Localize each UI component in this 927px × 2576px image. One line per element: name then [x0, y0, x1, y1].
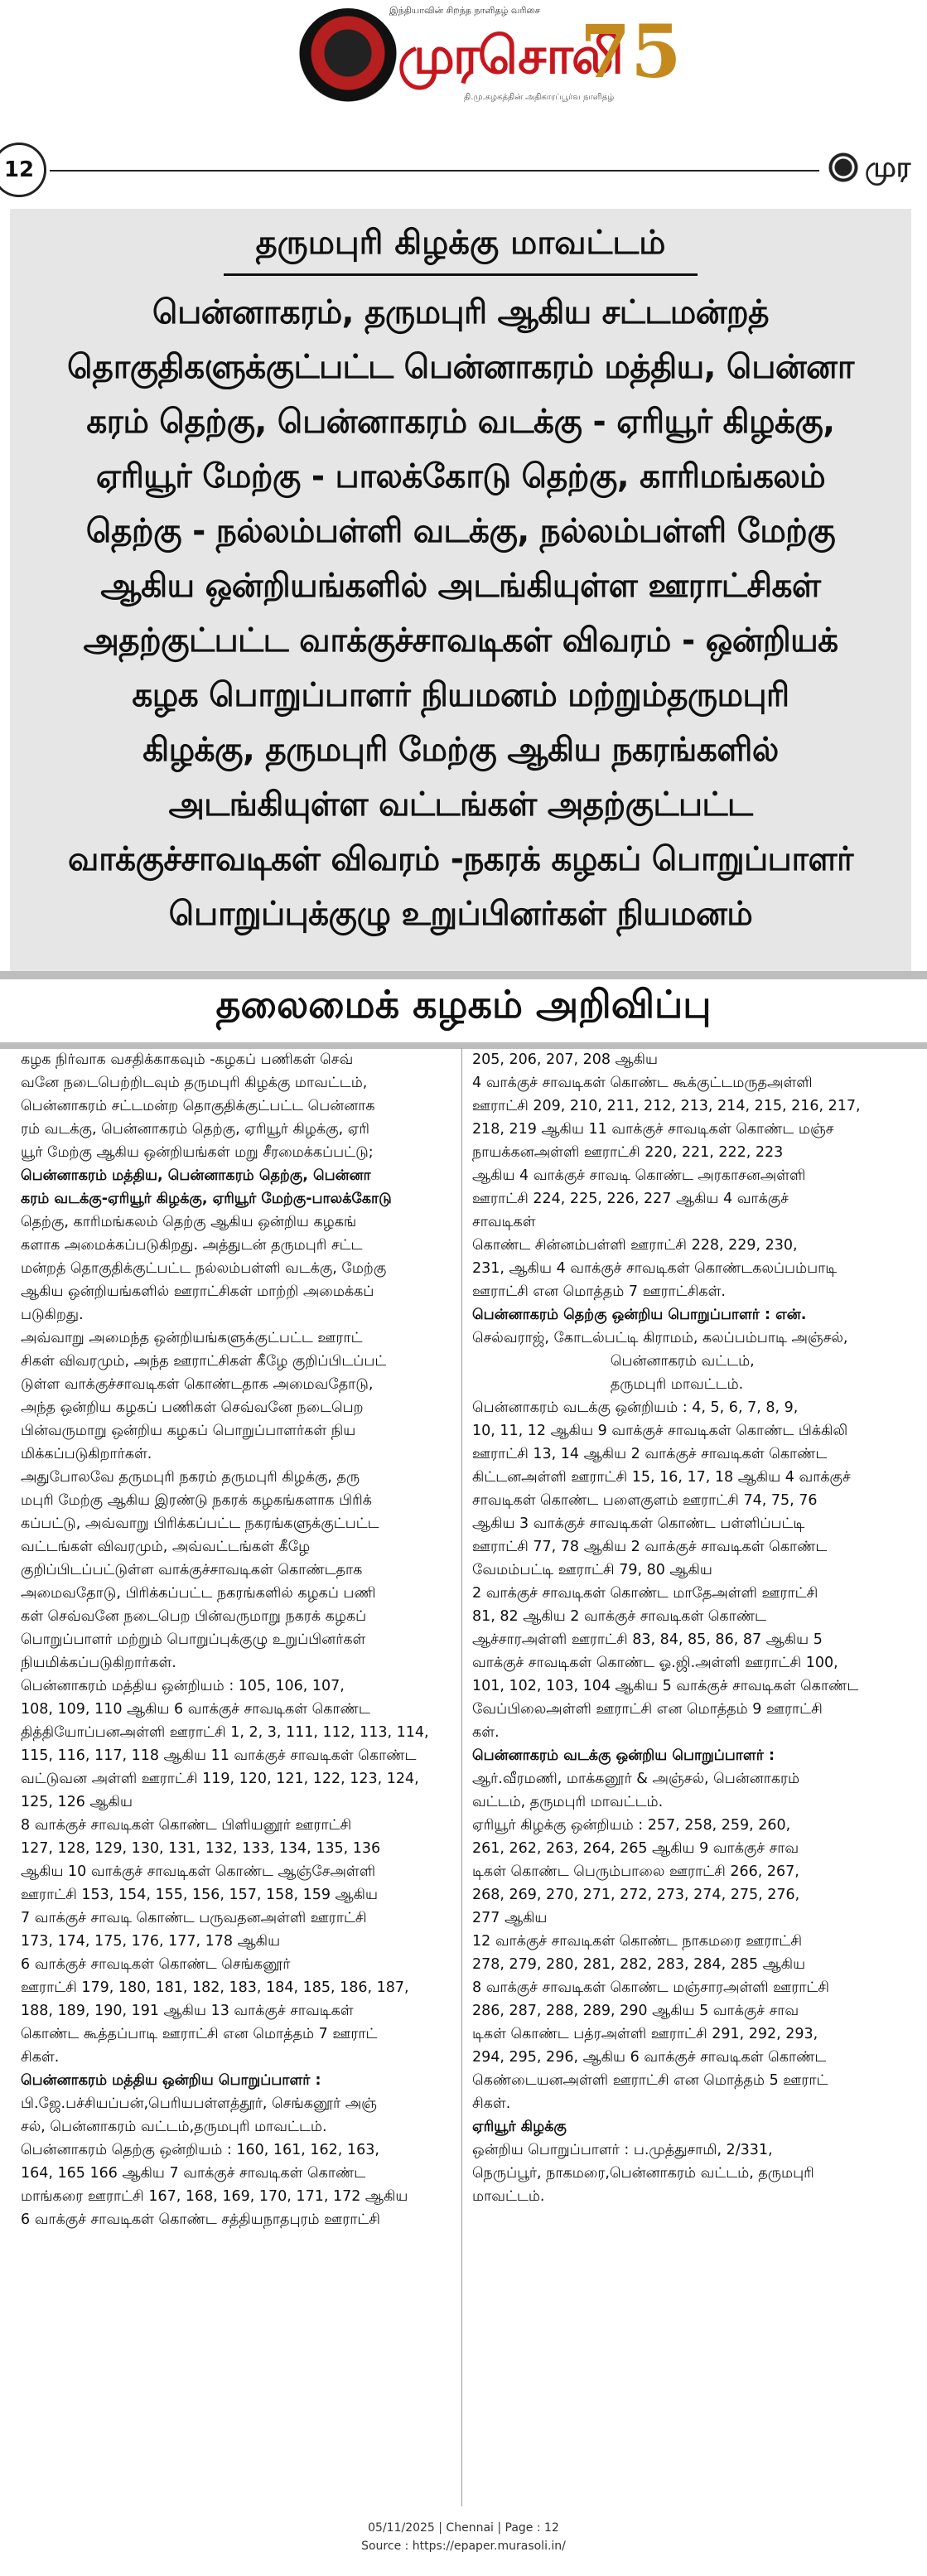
body-text-line: 101, 102, 103, 104 ஆகிய 5 வாக்குச் சாவடிகள் கொண்ட [472, 1678, 859, 1694]
body-text-line: ரம் வடக்கு, பென்னாகரம் தெற்கு, ஏரியூர் கிழக்கு, ஏரி [21, 1121, 369, 1138]
pagebar-paper-name: முர [865, 151, 911, 184]
body-text-line: 2 வாக்குச் சாவடிகள் கொண்ட மாதேஅள்ளி ஊராட்சி [472, 1585, 818, 1602]
body-text-line: 115, 116, 117, 118 ஆகிய 11 வாக்குச் சாவடிகள் கொண்ட [21, 1747, 417, 1764]
party-emblem-logo [298, 8, 398, 108]
headline-line: அடங்கியுள்ள வட்டங்கள் அதற்குட்பட்ட [168, 785, 753, 824]
masthead [0, 0, 927, 124]
body-column-right [472, 1048, 907, 2208]
body-text-line: 173, 174, 175, 176, 177, 178 ஆகிய [21, 1933, 281, 1950]
body-text-line: 4 வாக்குச் சாவடிகள் கொண்ட கூக்குட்டமருதஅள்ளி [472, 1075, 813, 1091]
body-text-line: மன்றத் தொகுதிக்குட்பட்ட நல்லம்பள்ளி வடக்கு, மேற்கு [21, 1260, 387, 1277]
newspaper-name: முரசொலி [398, 25, 622, 85]
body-text-line: கரம் வடக்கு-ஏரியூர் கிழக்கு, ஏரியூர் மேற்கு-பாலக்கோடு [21, 1191, 392, 1207]
body-text-line: வனே நடைபெற்றிடவும் தருமபுரி கிழக்கு மாவட்டம், [21, 1075, 368, 1091]
body-text-line: சிகள். [472, 2095, 511, 2112]
headline-line: வாக்குச்சாவடிகள் விவரம் -நகரக் கழகப் பொறுப்பாளர் [67, 840, 853, 878]
body-text-line: கப்பட்டு, அவ்வாறு பிரிக்கப்பட்ட நகரங்களுக்குட்பட்ட [21, 1515, 379, 1532]
body-text-line: பின்வருமாறு ஒன்றிய கழகப் பொறுப்பாளர்கள் நிய [21, 1423, 356, 1439]
body-text-line: அதுபோலவே தருமபுரி நகரம் தருமபுரி கிழக்கு, தரு [21, 1469, 360, 1486]
body-text-line: கெண்டையனஅள்ளி ஊராட்சி என மொத்தம் 5 ஊராட் [472, 2072, 828, 2089]
body-text-line: ஊராட்சி என மொத்தம் 7 ஊராட்சிகள். [472, 1283, 726, 1300]
footer-date-page: 05/11/2025 | Chennai | Page : 12 [368, 2521, 559, 2535]
body-text-line: கள். [472, 1724, 500, 1741]
body-text-line: 125, 126 ஆகிய [21, 1794, 133, 1810]
column-divider [461, 1048, 462, 2506]
page-footer [0, 2519, 927, 2555]
body-text-line: அமைவதோடு, பிரிக்கப்பட்ட நகரங்களில் கழகப் பணி [21, 1585, 376, 1602]
page-header-bar [0, 147, 927, 194]
masthead-subline: தி.மு.கழகத்தின் அதிகாரப்பூர்வ நாளிதழ் [464, 93, 615, 102]
headline-line: ஏரியூர் மேற்கு - பாலக்கோடு தெற்கு, காரிமங்கலம் [95, 457, 826, 495]
body-text-line: பென்னாகரம் மத்திய ஒன்றியம் : 105, 106, 107, [21, 1678, 345, 1694]
headline-line: கழக பொறுப்பாளர் நியமனம் மற்றும்தருமபுரி [132, 676, 789, 714]
body-column-left [21, 1048, 468, 2231]
body-text-line: 218, 219 ஆகிய 11 வாக்குச் சாவடிகள் கொண்ட மஞ்ச [472, 1121, 834, 1138]
body-text-line: நெருப்பூர், நாகமரை,பென்னாகரம் வட்டம், தருமபுரி [472, 2165, 814, 2182]
body-text-line: ஊராட்சி 77, 78 ஆகிய 2 வாக்குச் சாவடிகள் கொண்ட [472, 1539, 828, 1555]
body-text-line: வட்டங்கள் விவரமும், அவ்வட்டங்கள் கீழே [21, 1539, 311, 1555]
body-text-line: 6 வாக்குச் சாவடிகள் கொண்ட சத்தியநாதபுரம் ஊராட்சி [21, 2211, 381, 2228]
footer-source: Source : https://epaper.murasoli.in/ [361, 2540, 566, 2553]
body-text-line: 12 வாக்குச் சாவடிகள் கொண்ட நாகமரை ஊராட்சி [472, 1933, 803, 1950]
body-text-line: தித்தியோப்பனஅள்ளி ஊராட்சி 1, 2, 3, 111, 112, 113, 114, [21, 1724, 429, 1741]
body-text-line: 188, 189, 190, 191 ஆகிய 13 வாக்குச் சாவடிகள் [21, 2003, 354, 2019]
body-text-line: ஆகிய ஒன்றியங்களில் ஊராட்சிகள் மாற்றி அமைக்கப் [21, 1283, 374, 1300]
body-text-line: சாவடிகள் கொண்ட பளைகுளம் ஊராட்சி 74, 75, 76 [472, 1492, 818, 1509]
body-text-line: மிக்கப்படுகிறார்கள். [21, 1446, 152, 1462]
body-text-line: பென்னாகரம் வடக்கு ஒன்றியம் : 4, 5, 6, 7, 8, 9, [472, 1399, 799, 1416]
body-text-line: சாவடிகள் [472, 1214, 536, 1230]
headline-line: தெற்கு - நல்லம்பள்ளி வடக்கு, நல்லம்பள்ளி மேற்கு [85, 512, 836, 550]
body-text-line: அந்த ஒன்றிய கழகப் பணிகள் செவ்வனே நடைபெற [21, 1399, 364, 1416]
headline-line: தொகுதிகளுக்குட்பட்ட பென்னாகரம் மத்திய, பென்னா [67, 348, 854, 386]
body-text-line: வேப்பிலைஅள்ளி ஊராட்சி என மொத்தம் 9 ஊராட்சி [472, 1701, 823, 1718]
body-text-line: கிட்டனஅள்ளி ஊராட்சி 15, 16, 17, 18 ஆகிய 4 வாக்குச் [472, 1469, 851, 1486]
body-text-line: மாவட்டம். [472, 2188, 545, 2205]
body-text-line: அவ்வாறு அமைந்த ஒன்றியங்களுக்குட்பட்ட ஊராட் [21, 1330, 363, 1346]
body-text-line: படுகிறது. [21, 1307, 84, 1323]
headline-line: ஆகிய ஒன்றியங்களில் அடங்கியுள்ள ஊராட்சிகள் [100, 567, 821, 605]
announcement-heading: தலைமைக் கழகம் அறிவிப்பு [215, 982, 712, 1027]
body-text-line: ஊராட்சி 153, 154, 155, 156, 157, 158, 159 ஆகிய [21, 1887, 379, 1903]
body-text-line: பென்னாகரம் மத்திய, பென்னாகரம் தெற்கு, பென்னா [21, 1167, 371, 1184]
body-text-line: 278, 279, 280, 281, 282, 283, 284, 285 ஆகிய [472, 1956, 806, 1973]
body-text-line: டிகள் கொண்ட பத்ரஅள்ளி ஊராட்சி 291, 292, 293, [472, 2026, 818, 2042]
body-text-line: ஏரியூர் கிழக்கு [472, 2119, 567, 2135]
separator-bar [0, 971, 927, 979]
body-text-line: 7 வாக்குச் சாவடி கொண்ட பருவதனஅள்ளி ஊராட்சி [21, 1910, 367, 1926]
body-text-line: பென்னாகரம் தெற்கு ஒன்றிய பொறுப்பாளர் : என். [472, 1307, 807, 1323]
body-text-line: 164, 165 166 ஆகிய 7 வாக்குச் சாவடிகள் கொண்ட [21, 2165, 366, 2182]
body-text-line: கள் செவ்வனே நடைபெற பின்வருமாறு நகரக் கழகப் [21, 1608, 367, 1625]
body-text-line: வட்டம், தருமபுரி மாவட்டம். [472, 1794, 664, 1810]
body-text-line: பி.ஜே.பச்சியப்பன்,பெரியபள்ளத்தூர், செங்கனூர் அஞ் [21, 2095, 377, 2112]
body-text-line: ஆகிய 3 வாக்குச் சாவடிகள் கொண்ட பள்ளிப்பட்டி [472, 1515, 805, 1532]
body-text-line: 261, 262, 263, 264, 265 ஆகிய 9 வாக்குச் சாவ [472, 1840, 799, 1857]
body-text-line: 127, 128, 129, 130, 131, 132, 133, 134, 135, 136 [21, 1840, 381, 1857]
body-text-line: களாக அமைக்கப்படுகிறது. அத்துடன் தருமபுரி சட்ட [21, 1237, 363, 1254]
body-text-line: பென்னாகரம் தெற்கு ஒன்றியம் : 160, 161, 162, 163, [21, 2142, 379, 2158]
body-text-line: 10, 11, 12 ஆகிய 9 வாக்குச் சாவடிகள் கொண்ட பிக்கிலி [472, 1423, 848, 1439]
page-number-badge: 12 [0, 143, 46, 197]
body-text-line: பொறுப்பாளர் மற்றும் பொறுப்புக்குழு உறுப்பினர்கள் [21, 1631, 366, 1648]
body-text-line: ஒன்றிய பொறுப்பாளர் : ப.முத்துசாமி, 2/331, [472, 2142, 773, 2158]
body-text-line: 231, ஆகிய 4 வாக்குச் சாவடிகள் கொண்டகலப்பம்பாடி [472, 1260, 838, 1277]
body-text-line: ஊராட்சி 224, 225, 226, 227 ஆகிய 4 வாக்குச் [472, 1191, 789, 1207]
headline-line: கரம் தெற்கு, பென்னாகரம் வடக்கு - ஏரியூர் கிழக்கு, [86, 403, 835, 441]
body-text-line: 294, 295, 296, ஆகிய 6 வாக்குச் சாவடிகள் கொண்ட [472, 2049, 827, 2066]
body-text-line: குறிப்பிடப்பட்டுள்ள வாக்குச்சாவடிகள் கொண்டதாக [21, 1562, 363, 1578]
body-text-line: சிகள். [21, 2049, 60, 2066]
headline-line: அதற்குட்பட்ட வாக்குச்சாவடிகள் விவரம் - ஒன்றியக் [83, 621, 838, 660]
body-text-line: 108, 109, 110 ஆகிய 6 வாக்குச் சாவடிகள் கொண்ட [21, 1701, 370, 1718]
masthead-tagline: இந்தியாவின் சிறந்த நாளிதழ் வரிசை [389, 5, 540, 16]
header-rule [50, 170, 819, 172]
body-text-line: ஆச்சாரஅள்ளி ஊராட்சி 83, 84, 85, 86, 87 ஆகிய 5 [472, 1631, 823, 1648]
body-text-line: 268, 269, 270, 271, 272, 273, 274, 275, 276, [472, 1887, 800, 1903]
body-text-line: மபுரி மேற்கு ஆகிய இரண்டு நகரக் கழகங்களாக பிரிக் [21, 1492, 372, 1509]
body-text-line: செல்வராஜ், கோடல்பட்டி கிராமம், கலப்பம்பாடி அஞ்சல், [472, 1330, 848, 1346]
body-text-line: கொண்ட கூத்தப்பாடி ஊராட்சி என மொத்தம் 7 ஊராட் [21, 2026, 378, 2042]
body-text-line: சிகள் விவரமும், அந்த ஊராட்சிகள் கீழே குறிப்பிடப்பட் [21, 1353, 387, 1370]
small-emblem-icon [828, 152, 858, 182]
body-text-line: யூர் மேற்கு ஆகிய ஒன்றியங்கள் மறு சீரமைக்கப்பட்டு; [21, 1144, 374, 1161]
body-text-line: வட்டுவன அள்ளி ஊராட்சி 119, 120, 121, 122, 123, 124, [21, 1771, 419, 1787]
anniversary-mark: 75 [580, 8, 682, 94]
headline-line: பொறுப்புக்குழு உறுப்பினர்கள் நியமனம் [168, 895, 753, 933]
body-text-line: ஊராட்சி 209, 210, 211, 212, 213, 214, 215, 216, 217, [472, 1098, 861, 1114]
body-text-line: தருமபுரி மாவட்டம். [472, 1376, 744, 1393]
body-text-line: வேமம்பட்டி ஊராட்சி 79, 80 ஆகிய [472, 1562, 712, 1578]
body-text-line: பென்னாகரம் வடக்கு ஒன்றிய பொறுப்பாளர் : [472, 1747, 775, 1764]
body-text-line: ஊராட்சி 13, 14 ஆகிய 2 வாக்குச் சாவடிகள் கொண்ட [472, 1446, 828, 1462]
body-text-line: பென்னாகரம் சட்டமன்ற தொகுதிக்குட்பட்ட பென்னாக [21, 1098, 375, 1114]
headline-line: கிழக்கு, தருமபுரி மேற்கு ஆகிய நகரங்களில் [142, 731, 779, 769]
body-text-line: நியமிக்கப்படுகிறார்கள். [21, 1655, 176, 1671]
title-underline [224, 273, 698, 276]
body-text-line: 6 வாக்குச் சாவடிகள் கொண்ட செங்கனூர் [21, 1956, 291, 1973]
body-text-line: ஆகிய 10 வாக்குச் சாவடிகள் கொண்ட ஆஞ்சேஅள்ளி [21, 1863, 376, 1880]
body-text-line: பென்னாகரம் வட்டம், [472, 1353, 755, 1370]
body-text-line: 205, 206, 207, 208 ஆகிய [472, 1051, 659, 1068]
body-text-line: 81, 82 ஆகிய 2 வாக்குச் சாவடிகள் கொண்ட [472, 1608, 766, 1625]
body-text-line: ஆகிய 4 வாக்குச் சாவடி கொண்ட அரகாசனஅள்ளி [472, 1167, 806, 1184]
body-text-line: தெற்கு, காரிமங்கலம் தெற்கு ஆகிய ஒன்றிய கழகங் [21, 1214, 357, 1230]
body-text-line: சல், பென்னாகரம் வட்டம்,தருமபுரி மாவட்டம். [21, 2119, 327, 2135]
body-text-line: மாங்கரை ஊராட்சி 167, 168, 169, 170, 171, 172 ஆகிய [21, 2188, 408, 2205]
body-text-line: பென்னாகரம் மத்திய ஒன்றிய பொறுப்பாளர் : [21, 2072, 321, 2089]
body-text-line: 286, 287, 288, 289, 290 ஆகிய 5 வாக்குச் சாவ [472, 2003, 799, 2019]
body-text-line: 8 வாக்குச் சாவடிகள் கொண்ட மஞ்சாரஅள்ளி ஊராட்சி [472, 1979, 830, 1996]
body-text-line: கழக நிர்வாக வசதிக்காகவும் -கழகப் பணிகள் செவ் [21, 1051, 354, 1068]
body-text-line: வாக்குச் சாவடிகள் கொண்ட ஓ.ஜி.அள்ளி ஊராட்சி 100, [472, 1655, 838, 1671]
body-text-line: 277 ஆகிய [472, 1910, 548, 1926]
district-title: தருமபுரி கிழக்கு மாவட்டம் [255, 224, 666, 262]
body-text-line: ஊராட்சி 179, 180, 181, 182, 183, 184, 185, 186, 187, [21, 1979, 409, 1996]
body-text-line: கொண்ட சின்னம்பள்ளி ஊராட்சி 228, 229, 230, [472, 1237, 798, 1254]
body-text-line: டிகள் கொண்ட பெரும்பாலை ஊராட்சி 266, 267, [472, 1863, 799, 1880]
body-text-line: ஏரியூர் கிழக்கு ஒன்றியம் : 257, 258, 259, 260, [472, 1817, 791, 1834]
body-text-line: 8 வாக்குச் சாவடிகள் கொண்ட பிளியனூர் ஊராட்சி [21, 1817, 352, 1834]
headline-box [10, 209, 911, 971]
headline-line: பென்னாகரம், தருமபுரி ஆகிய சட்டமன்றத் [152, 293, 770, 331]
body-text-line: நாயக்கனஅள்ளி ஊராட்சி 220, 221, 222, 223 [472, 1144, 784, 1161]
body-text-line: ஆர்.வீரமணி, மாக்கனூர் & அஞ்சல், பென்னாகரம் [472, 1771, 800, 1787]
body-text-line: டுள்ள வாக்குச்சாவடிகள் கொண்டதாக அமைவதோடு, [21, 1376, 374, 1393]
